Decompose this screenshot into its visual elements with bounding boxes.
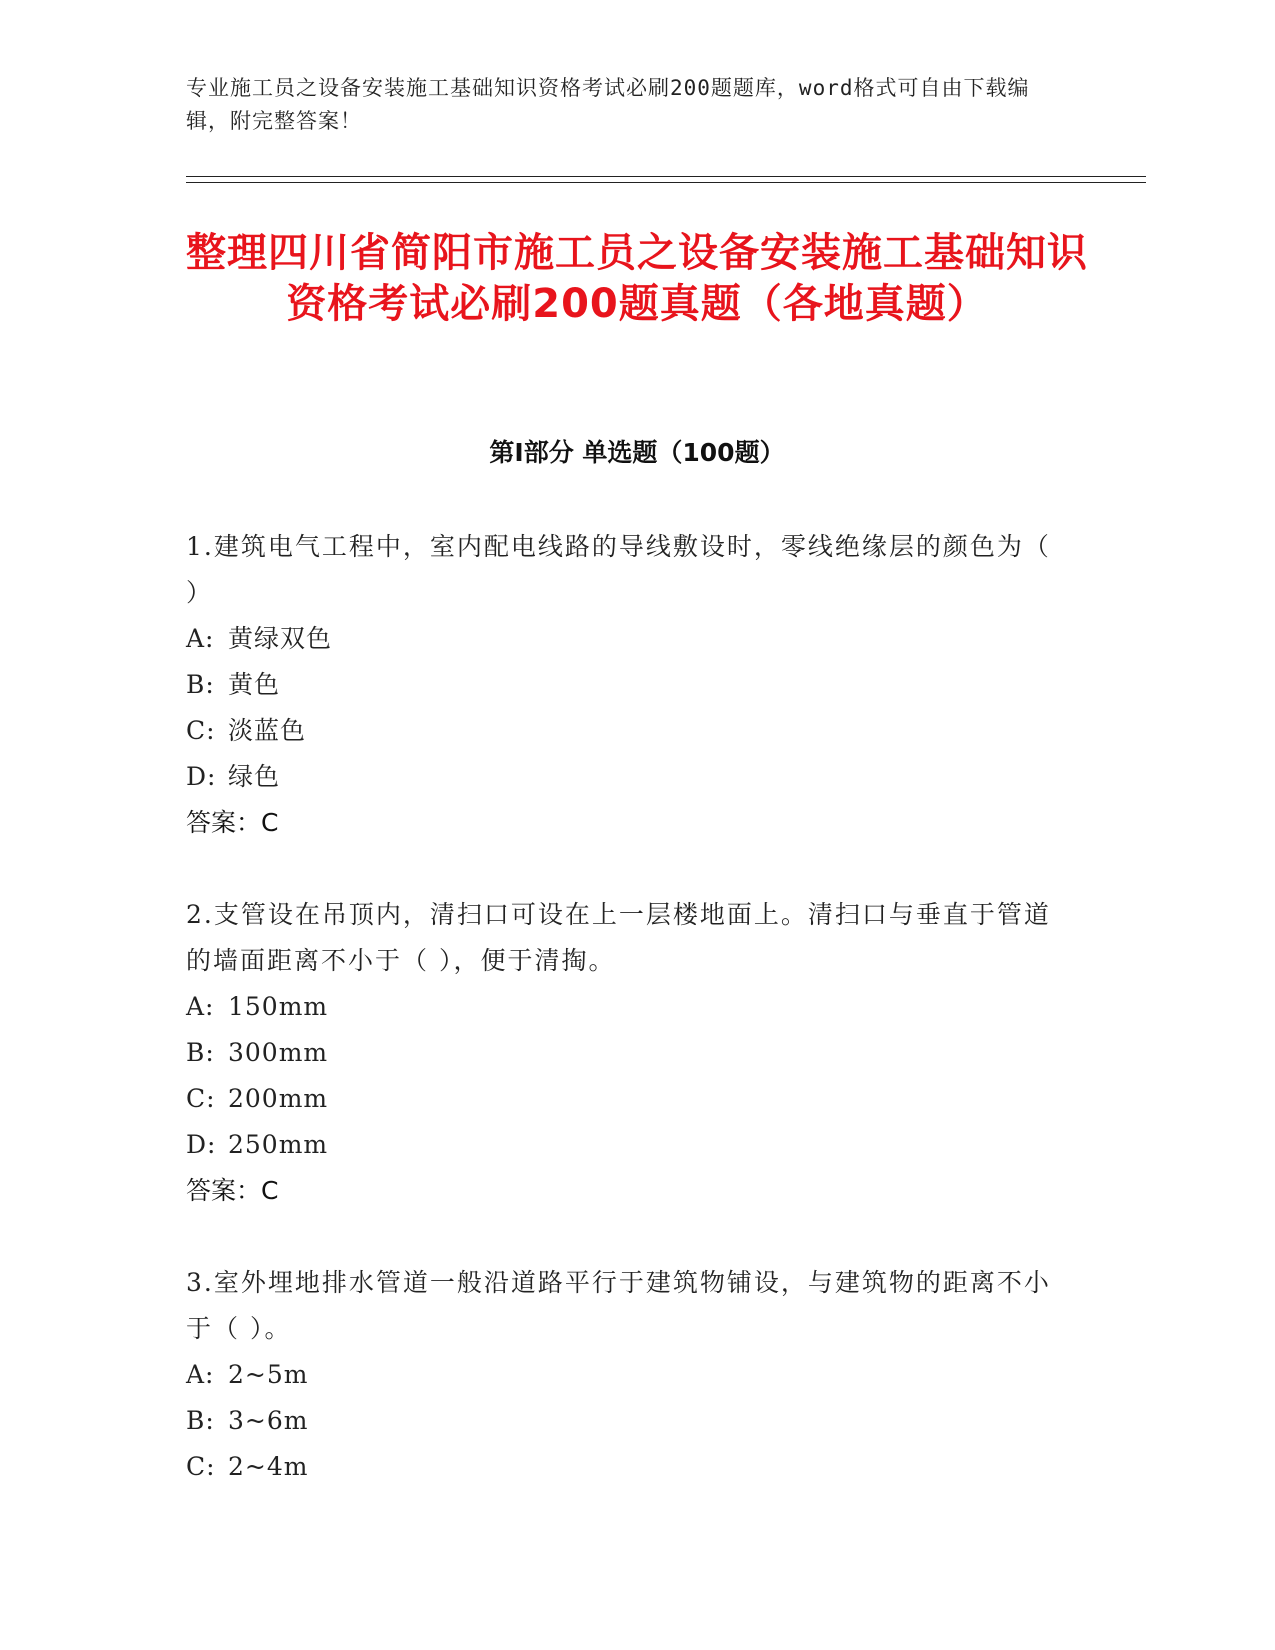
question-stem: 3.室外埋地排水管道一般沿道路平行于建筑物铺设，与建筑物的距离不小于（ ）。 [186,1268,1051,1343]
question-1 [186,524,1066,846]
question-stem: 2.支管设在吊顶内，清扫口可设在上一层楼地面上。清扫口与垂直于管道的墙面距离不小于（ ），便于清掏。 [186,900,1051,975]
option-c [186,1076,1066,1122]
option-b [186,662,1066,708]
answer-value: C [261,808,279,837]
question-stem: 1.建筑电气工程中，室内配电线路的导线敷设时，零线绝缘层的颜色为（ ） [186,532,1051,607]
header-divider [186,176,1146,177]
option-label: B: [186,1038,215,1067]
option-text: 淡蓝色 [228,716,307,745]
option-d [186,754,1066,800]
option-a [186,616,1066,662]
answer-line [186,1168,1066,1214]
option-text: 150mm [228,992,329,1021]
option-a [186,984,1066,1030]
option-text: 2~5m [228,1360,309,1389]
option-label: B: [186,1406,215,1435]
question-3 [186,1260,1066,1490]
option-label: C: [186,1452,216,1481]
answer-line [186,800,1066,846]
option-text: 绿色 [228,762,281,791]
intro-text: 专业施工员之设备安装施工基础知识资格考试必刷200题题库，word格式可自由下载编辑，附完整答案！ [186,76,1030,133]
option-text: 3~6m [228,1406,309,1435]
option-a [186,1352,1066,1398]
option-label: A: [186,1360,215,1389]
option-text: 2~4m [228,1452,309,1481]
section-title: 第Ⅰ部分 单选题（100题） [489,438,785,467]
question-2 [186,892,1066,1214]
option-label: C: [186,716,216,745]
option-label: C: [186,1084,216,1113]
document-title: 整理四川省简阳市施工员之设备安装施工基础知识资格考试必刷200题真题（各地真题） [186,230,1088,327]
option-c [186,1444,1066,1490]
answer-prefix: 答案： [186,808,262,837]
answer-prefix: 答案： [186,1176,262,1205]
option-text: 300mm [228,1038,329,1067]
option-text: 黄色 [228,670,281,699]
option-d [186,1122,1066,1168]
option-label: A: [186,992,215,1021]
option-label: D: [186,762,217,791]
option-label: A: [186,624,215,653]
option-text: 250mm [228,1130,329,1159]
option-label: D: [186,1130,217,1159]
header-divider-secondary [186,182,1146,183]
option-label: B: [186,670,215,699]
option-text: 200mm [228,1084,329,1113]
option-b [186,1398,1066,1444]
option-text: 黄绿双色 [228,624,333,653]
question-list [186,524,1066,1536]
option-c [186,708,1066,754]
option-b [186,1030,1066,1076]
answer-value: C [261,1176,279,1205]
